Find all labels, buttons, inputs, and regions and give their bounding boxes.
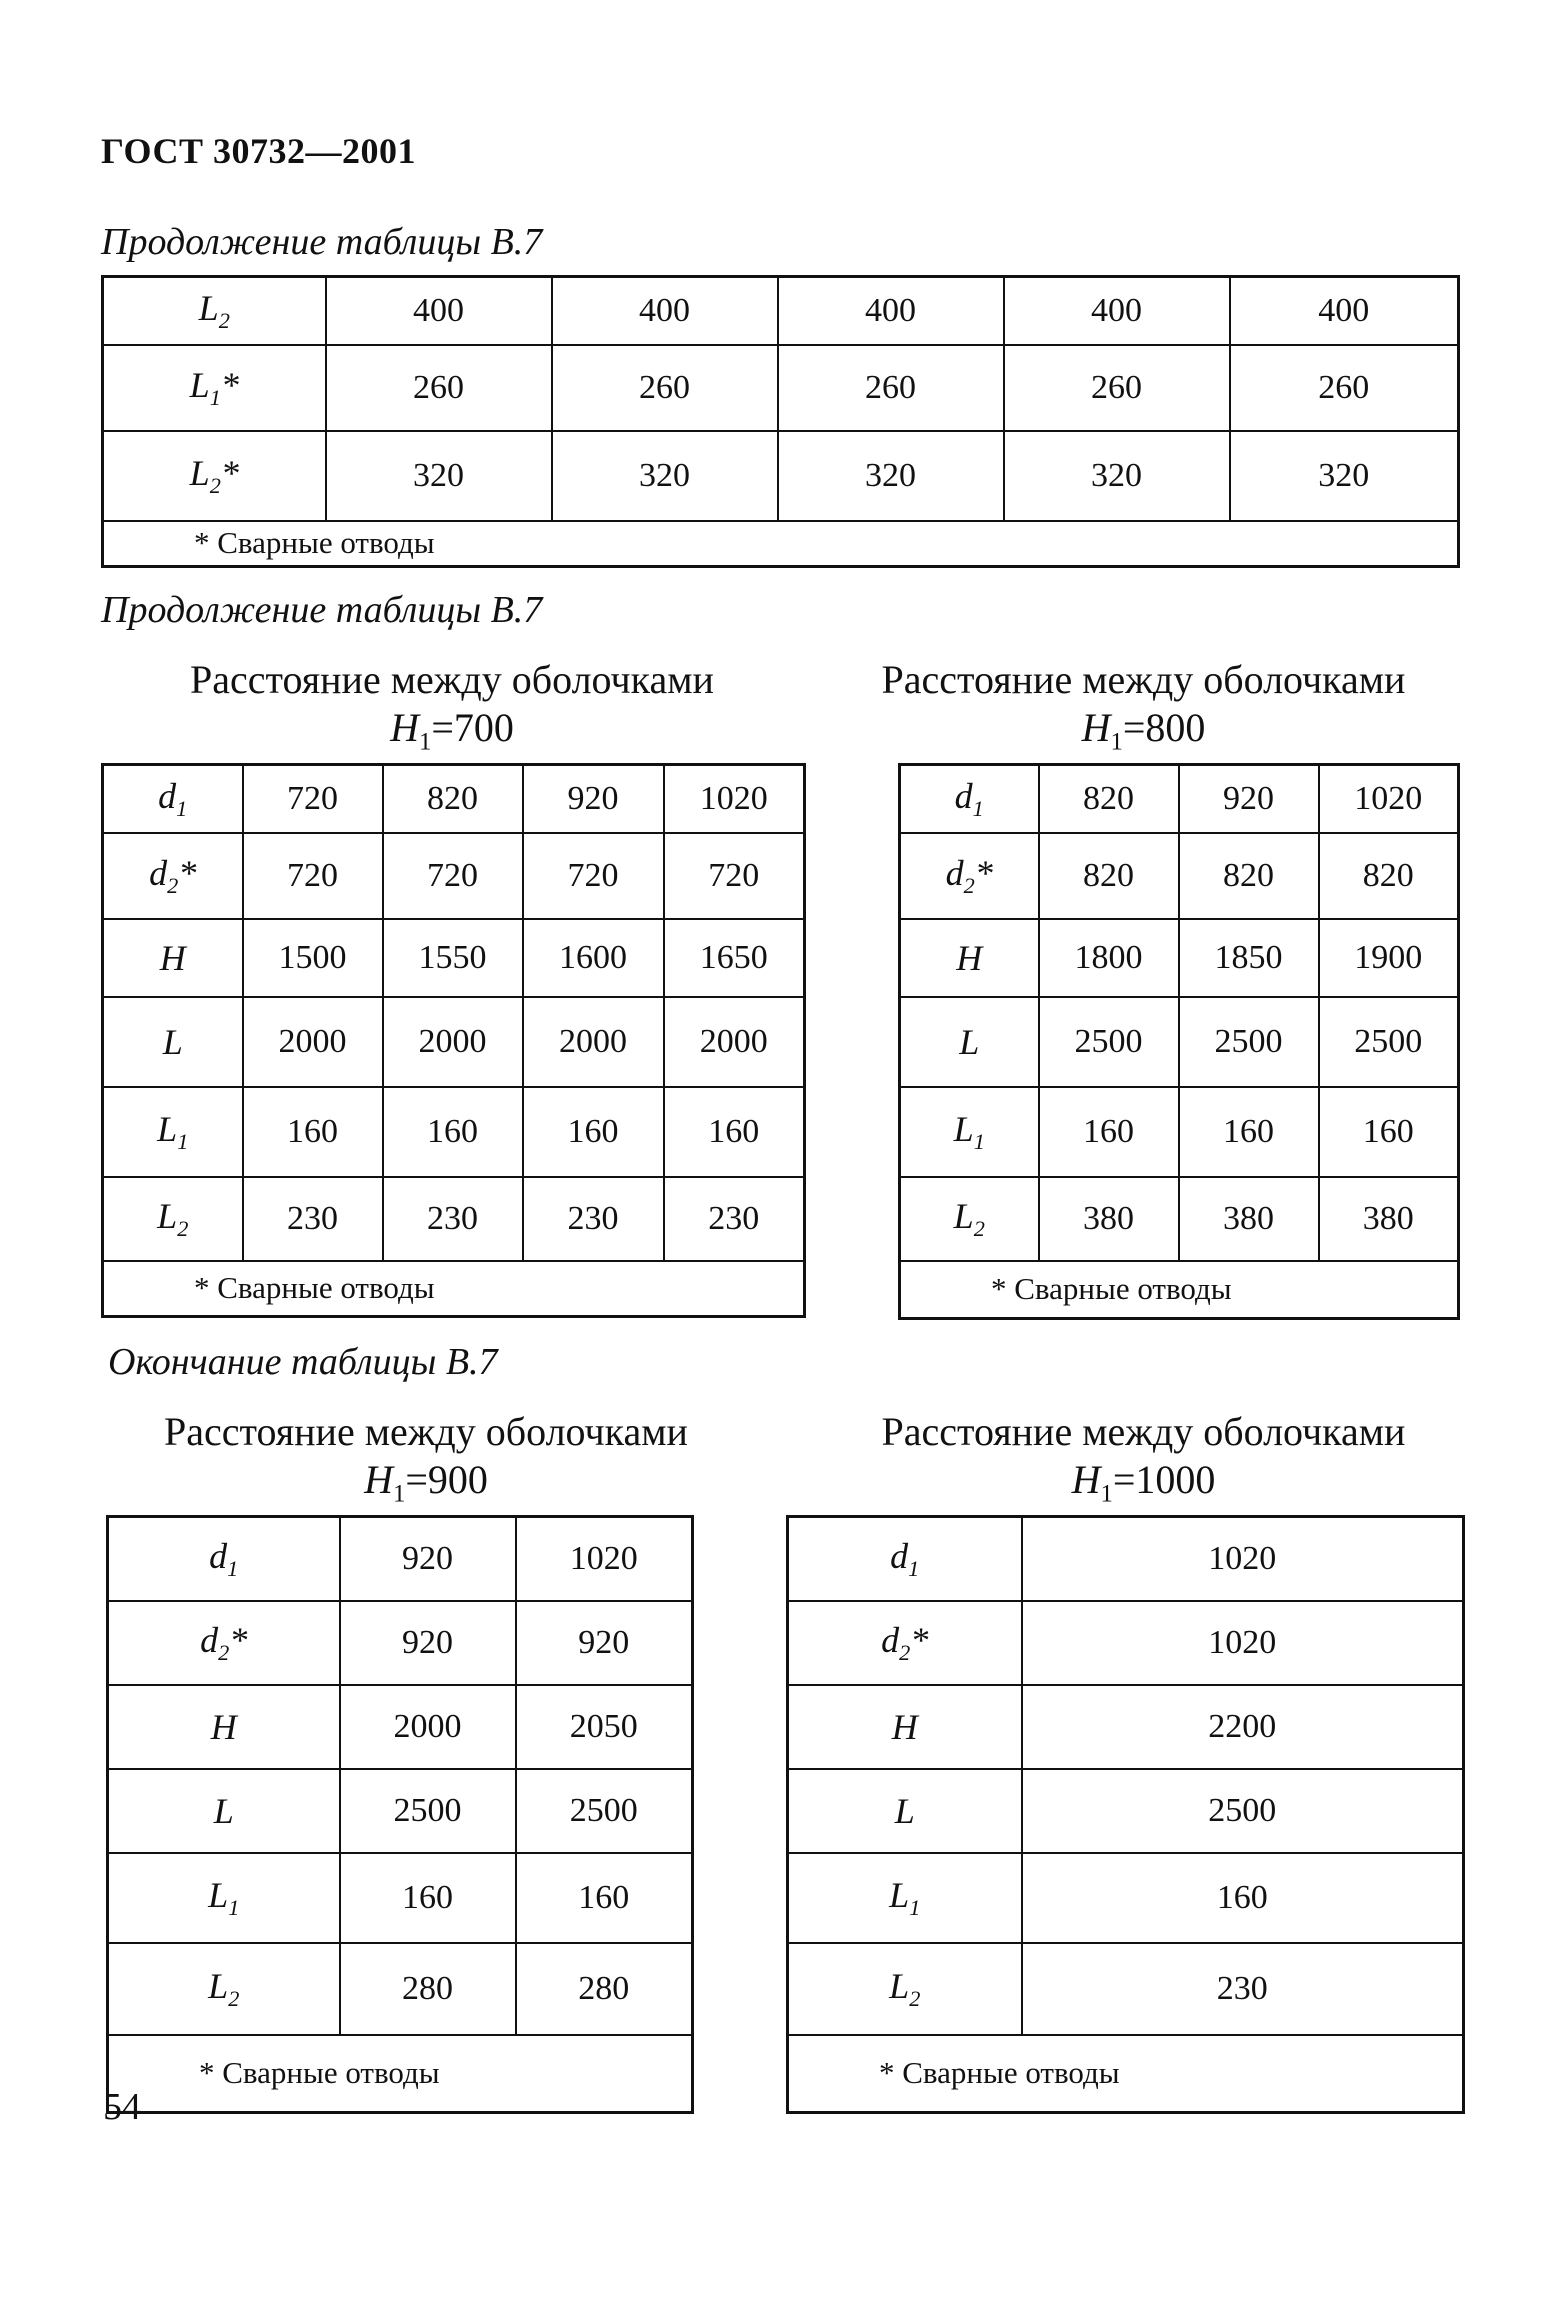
row-label: H (900, 919, 1039, 997)
table-row (108, 1601, 693, 1685)
table-cell: 2000 (523, 997, 664, 1087)
table-cell: 320 (552, 431, 778, 521)
document-id: ГОСТ 30732—2001 (101, 131, 416, 171)
table-cell: 720 (243, 765, 383, 833)
row-label: $L_1$ (788, 1853, 1022, 1943)
table-row (108, 1769, 693, 1853)
table-cell: 920 (523, 765, 664, 833)
table-cell: 1020 (664, 765, 805, 833)
table-cell: 400 (326, 277, 552, 345)
table-cell: 380 (1179, 1177, 1319, 1261)
table-cell: 2500 (1039, 997, 1179, 1087)
table-cell: 2000 (340, 1685, 516, 1769)
table-cell: 2000 (243, 997, 383, 1087)
table-cell: 720 (383, 833, 523, 919)
table-cell: 160 (1319, 1087, 1459, 1177)
table-row (103, 431, 1459, 521)
table-row (108, 1685, 693, 1769)
table-cell: 230 (243, 1177, 383, 1261)
table-row (103, 277, 1459, 345)
row-label: $L_1$ (900, 1087, 1039, 1177)
table-h800-title-text: Расстояние между оболочками (881, 657, 1406, 702)
table-footnote: * Сварные отводы (103, 521, 1459, 567)
table-cell: 160 (1179, 1087, 1319, 1177)
table-cell: 400 (1230, 277, 1459, 345)
table-cell: 160 (383, 1087, 523, 1177)
section2-caption: Продолжение таблицы В.7 (101, 589, 543, 631)
row-label: H (788, 1685, 1022, 1769)
table-row (103, 997, 805, 1087)
row-label: L (108, 1769, 340, 1853)
table-cell: 320 (778, 431, 1004, 521)
table-cell: 920 (340, 1517, 516, 1601)
table-cell: 1850 (1179, 919, 1319, 997)
table-h1000-title-text: Расстояние между оболочками (881, 1409, 1406, 1454)
row-label: L (900, 997, 1039, 1087)
table-cell: 380 (1319, 1177, 1459, 1261)
table-cell: 230 (1022, 1943, 1464, 2035)
table-continuation-1 (101, 275, 1460, 568)
table-h900 (106, 1515, 694, 2114)
table-row (103, 833, 805, 919)
table-h1000-h1-label: $H_1=1000$ (1071, 1457, 1216, 1508)
table-cell: 260 (552, 345, 778, 431)
row-label: $d_2*$ (900, 833, 1039, 919)
table-cell: 1800 (1039, 919, 1179, 997)
table-cell: 320 (1004, 431, 1230, 521)
table-cell: 380 (1039, 1177, 1179, 1261)
table-h800-h1-label: $H_1=800$ (1081, 705, 1206, 756)
table-cell: 820 (1179, 833, 1319, 919)
table-cell: 320 (326, 431, 552, 521)
table-row (900, 997, 1459, 1087)
row-label: $d_1$ (788, 1517, 1022, 1601)
table-footnote: * Сварные отводы (900, 1261, 1459, 1319)
table-cell: 160 (664, 1087, 805, 1177)
row-label: $d_1$ (103, 765, 243, 833)
table-footnote-row (103, 1261, 805, 1317)
table-cell: 1650 (664, 919, 805, 997)
row-label: $L_1*$ (103, 345, 326, 431)
table-cell: 160 (523, 1087, 664, 1177)
table-row (103, 765, 805, 833)
table-cell: 2500 (340, 1769, 516, 1853)
table-h900-title (101, 1408, 751, 1519)
table-cell: 1020 (1022, 1517, 1464, 1601)
table-h700-title-text: Расстояние между оболочками (190, 657, 714, 702)
table-h800-title (830, 656, 1457, 767)
table-row (900, 1087, 1459, 1177)
table-cell: 2500 (1319, 997, 1459, 1087)
table-footnote-row (108, 2035, 693, 2113)
row-label: $d_1$ (108, 1517, 340, 1601)
table-row (788, 1517, 1464, 1601)
table-cell: 260 (1004, 345, 1230, 431)
table-cell: 2500 (516, 1769, 693, 1853)
table-h1000 (786, 1515, 1465, 2114)
table-h700-h1-label: $H_1=700$ (390, 705, 514, 756)
row-label: $d_2*$ (108, 1601, 340, 1685)
table-cell: 260 (778, 345, 1004, 431)
table-h700 (101, 763, 806, 1318)
row-label: L (788, 1769, 1022, 1853)
table-cell: 280 (340, 1943, 516, 2035)
table-cell: 400 (1004, 277, 1230, 345)
table-cell: 2500 (1179, 997, 1319, 1087)
table-cell: 160 (340, 1853, 516, 1943)
table-h700-title (101, 656, 803, 767)
table-footnote-row (900, 1261, 1459, 1319)
table-footnote: * Сварные отводы (103, 1261, 805, 1317)
row-label: $L_1$ (103, 1087, 243, 1177)
table-footnote-row (103, 521, 1459, 567)
table-footnote: * Сварные отводы (788, 2035, 1464, 2113)
table-cell: 820 (1319, 833, 1459, 919)
table-h900-h1-label: $H_1=900$ (364, 1457, 488, 1508)
table-cell: 820 (383, 765, 523, 833)
row-label: $d_1$ (900, 765, 1039, 833)
table-row (103, 919, 805, 997)
table-cell: 920 (1179, 765, 1319, 833)
table-cell: 2000 (664, 997, 805, 1087)
table-row (103, 1177, 805, 1261)
table-h800 (898, 763, 1460, 1320)
table-cell: 160 (516, 1853, 693, 1943)
table-footnote-row (788, 2035, 1464, 2113)
table-cell: 1900 (1319, 919, 1459, 997)
row-label: $L_2*$ (103, 431, 326, 521)
table-cell: 920 (516, 1601, 693, 1685)
page-number: 54 (103, 2086, 141, 2128)
table-cell: 1020 (1319, 765, 1459, 833)
table-row (788, 1853, 1464, 1943)
table-row (900, 1177, 1459, 1261)
table-footnote: * Сварные отводы (108, 2035, 693, 2113)
table-row (788, 1601, 1464, 1685)
table-row (788, 1769, 1464, 1853)
table-row (103, 345, 1459, 431)
table-cell: 1600 (523, 919, 664, 997)
row-label: $d_2*$ (788, 1601, 1022, 1685)
table-h1000-title (830, 1408, 1457, 1519)
table-cell: 230 (383, 1177, 523, 1261)
table-cell: 260 (326, 345, 552, 431)
table-cell: 160 (1039, 1087, 1179, 1177)
table-cell: 400 (778, 277, 1004, 345)
table-cell: 720 (243, 833, 383, 919)
table-cell: 260 (1230, 345, 1459, 431)
table-cell: 820 (1039, 765, 1179, 833)
table-row (900, 833, 1459, 919)
row-label: H (108, 1685, 340, 1769)
table-cell: 230 (664, 1177, 805, 1261)
row-label: $L_2$ (788, 1943, 1022, 2035)
table-cell: 1500 (243, 919, 383, 997)
table-cell: 720 (523, 833, 664, 919)
table-cell: 2000 (383, 997, 523, 1087)
table-cell: 1020 (1022, 1601, 1464, 1685)
table-cell: 820 (1039, 833, 1179, 919)
section3-caption: Окончание таблицы В.7 (108, 1341, 498, 1383)
table-cell: 2200 (1022, 1685, 1464, 1769)
table-cell: 2500 (1022, 1769, 1464, 1853)
row-label: L (103, 997, 243, 1087)
table-cell: 400 (552, 277, 778, 345)
row-label: $L_2$ (108, 1943, 340, 2035)
table-cell: 320 (1230, 431, 1459, 521)
table-row (103, 1087, 805, 1177)
table-row (108, 1943, 693, 2035)
row-label: $d_2*$ (103, 833, 243, 919)
row-label: $L_1$ (108, 1853, 340, 1943)
table-cell: 160 (243, 1087, 383, 1177)
table-row (788, 1685, 1464, 1769)
table-row (788, 1943, 1464, 2035)
table-cell: 720 (664, 833, 805, 919)
table-cell: 2050 (516, 1685, 693, 1769)
table-cell: 1020 (516, 1517, 693, 1601)
row-label: H (103, 919, 243, 997)
table-cell: 920 (340, 1601, 516, 1685)
table-cell: 230 (523, 1177, 664, 1261)
table-row (108, 1853, 693, 1943)
row-label: $L_2$ (900, 1177, 1039, 1261)
row-label: $L_2$ (103, 277, 326, 345)
table-cell: 160 (1022, 1853, 1464, 1943)
row-label: $L_2$ (103, 1177, 243, 1261)
table-row (900, 765, 1459, 833)
table-cell: 1550 (383, 919, 523, 997)
table-row (108, 1517, 693, 1601)
table-cell: 280 (516, 1943, 693, 2035)
table-h900-title-text: Расстояние между оболочками (164, 1409, 688, 1454)
table-row (900, 919, 1459, 997)
section1-caption: Продолжение таблицы В.7 (101, 221, 543, 263)
